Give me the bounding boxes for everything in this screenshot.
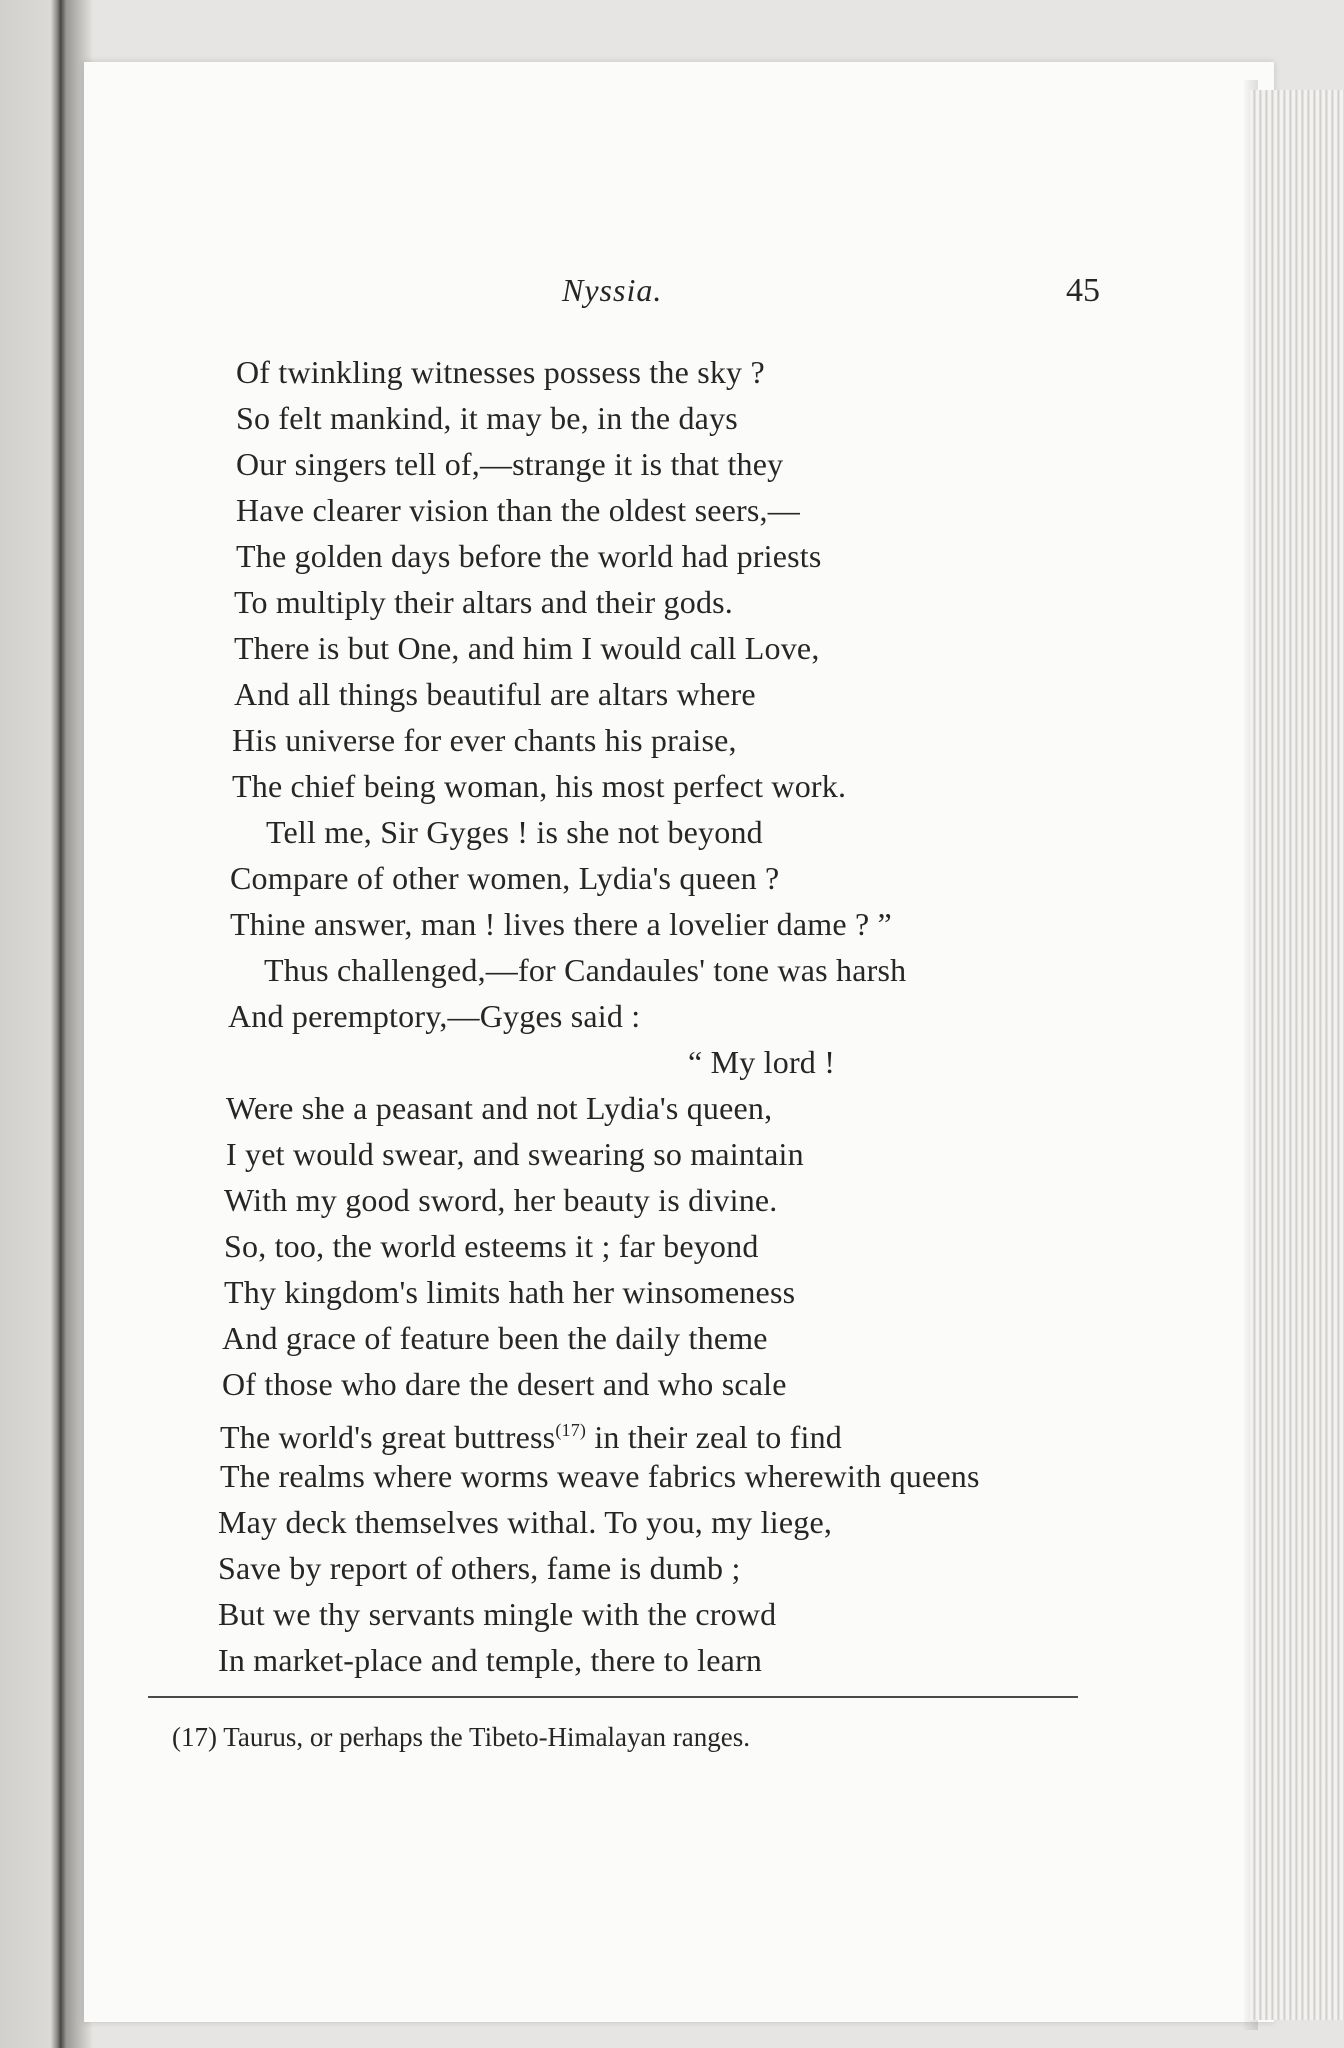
book-gutter [0,0,92,2048]
verse-line: Of twinkling witnesses possess the sky ? [236,354,765,390]
verse-line: And grace of feature been the daily theme [222,1320,768,1356]
verse-line: But we thy servants mingle with the crowd [218,1596,777,1632]
footnote: (17) Taurus, or perhaps the Tibeto-Himalayan ranges. [172,1722,750,1752]
verse-line: And all things beautiful are altars where [234,676,756,712]
verse-line-text: The world's great buttress [220,1419,556,1455]
verse-line: To multiply their altars and their gods. [234,584,733,620]
page-block-edges [1250,90,1344,2020]
verse-line: Were she a peasant and not Lydia's queen, [226,1090,773,1126]
verse-line: Have clearer vision than the oldest seers,— [236,492,800,528]
verse-line: The golden days before the world had priests [236,538,822,574]
footnote-reference[interactable]: (17) [555,1420,587,1440]
verse-line: Tell me, Sir Gyges ! is she not beyond [266,814,763,850]
verse-line: Thine answer, man ! lives there a lovelier dame ? ” [230,906,892,942]
verse-line: And peremptory,—Gyges said : [228,998,641,1034]
footnote-rule [148,1696,1078,1698]
verse-line: Thy kingdom's limits hath her winsomeness [224,1274,796,1310]
verse-line: I yet would swear, and swearing so maintain [226,1136,804,1172]
verse-line: With my good sword, her beauty is divine. [224,1182,778,1218]
verse-line: The chief being woman, his most perfect work. [232,768,847,804]
verse-line: So felt mankind, it may be, in the days [236,400,738,436]
verse-line: His universe for ever chants his praise, [232,722,737,758]
verse-line: Compare of other women, Lydia's queen ? [230,860,780,896]
verse-line: “ My lord ! [688,1044,836,1080]
verse-line: The realms where worms weave fabrics wherewith queens [220,1458,980,1494]
verse-line: There is but One, and him I would call Love, [234,630,820,666]
verse-line: Of those who dare the desert and who scale [222,1366,787,1402]
page-number: 45 [1066,272,1100,309]
verse-line-with-note [220,1410,842,1457]
verse-line: May deck themselves withal. To you, my liege, [218,1504,833,1540]
verse-line: Thus challenged,—for Candaules' tone was harsh [264,952,907,988]
verse-line: Our singers tell of,—strange it is that they [236,446,784,482]
verse-line-text: in their zeal to find [586,1419,842,1455]
running-title: Nyssia. [562,272,663,308]
verse-line: Save by report of others, fame is dumb ; [218,1550,741,1586]
verse-line: In market-place and temple, there to learn [218,1642,763,1678]
verse-line: So, too, the world esteems it ; far beyond [224,1228,759,1264]
